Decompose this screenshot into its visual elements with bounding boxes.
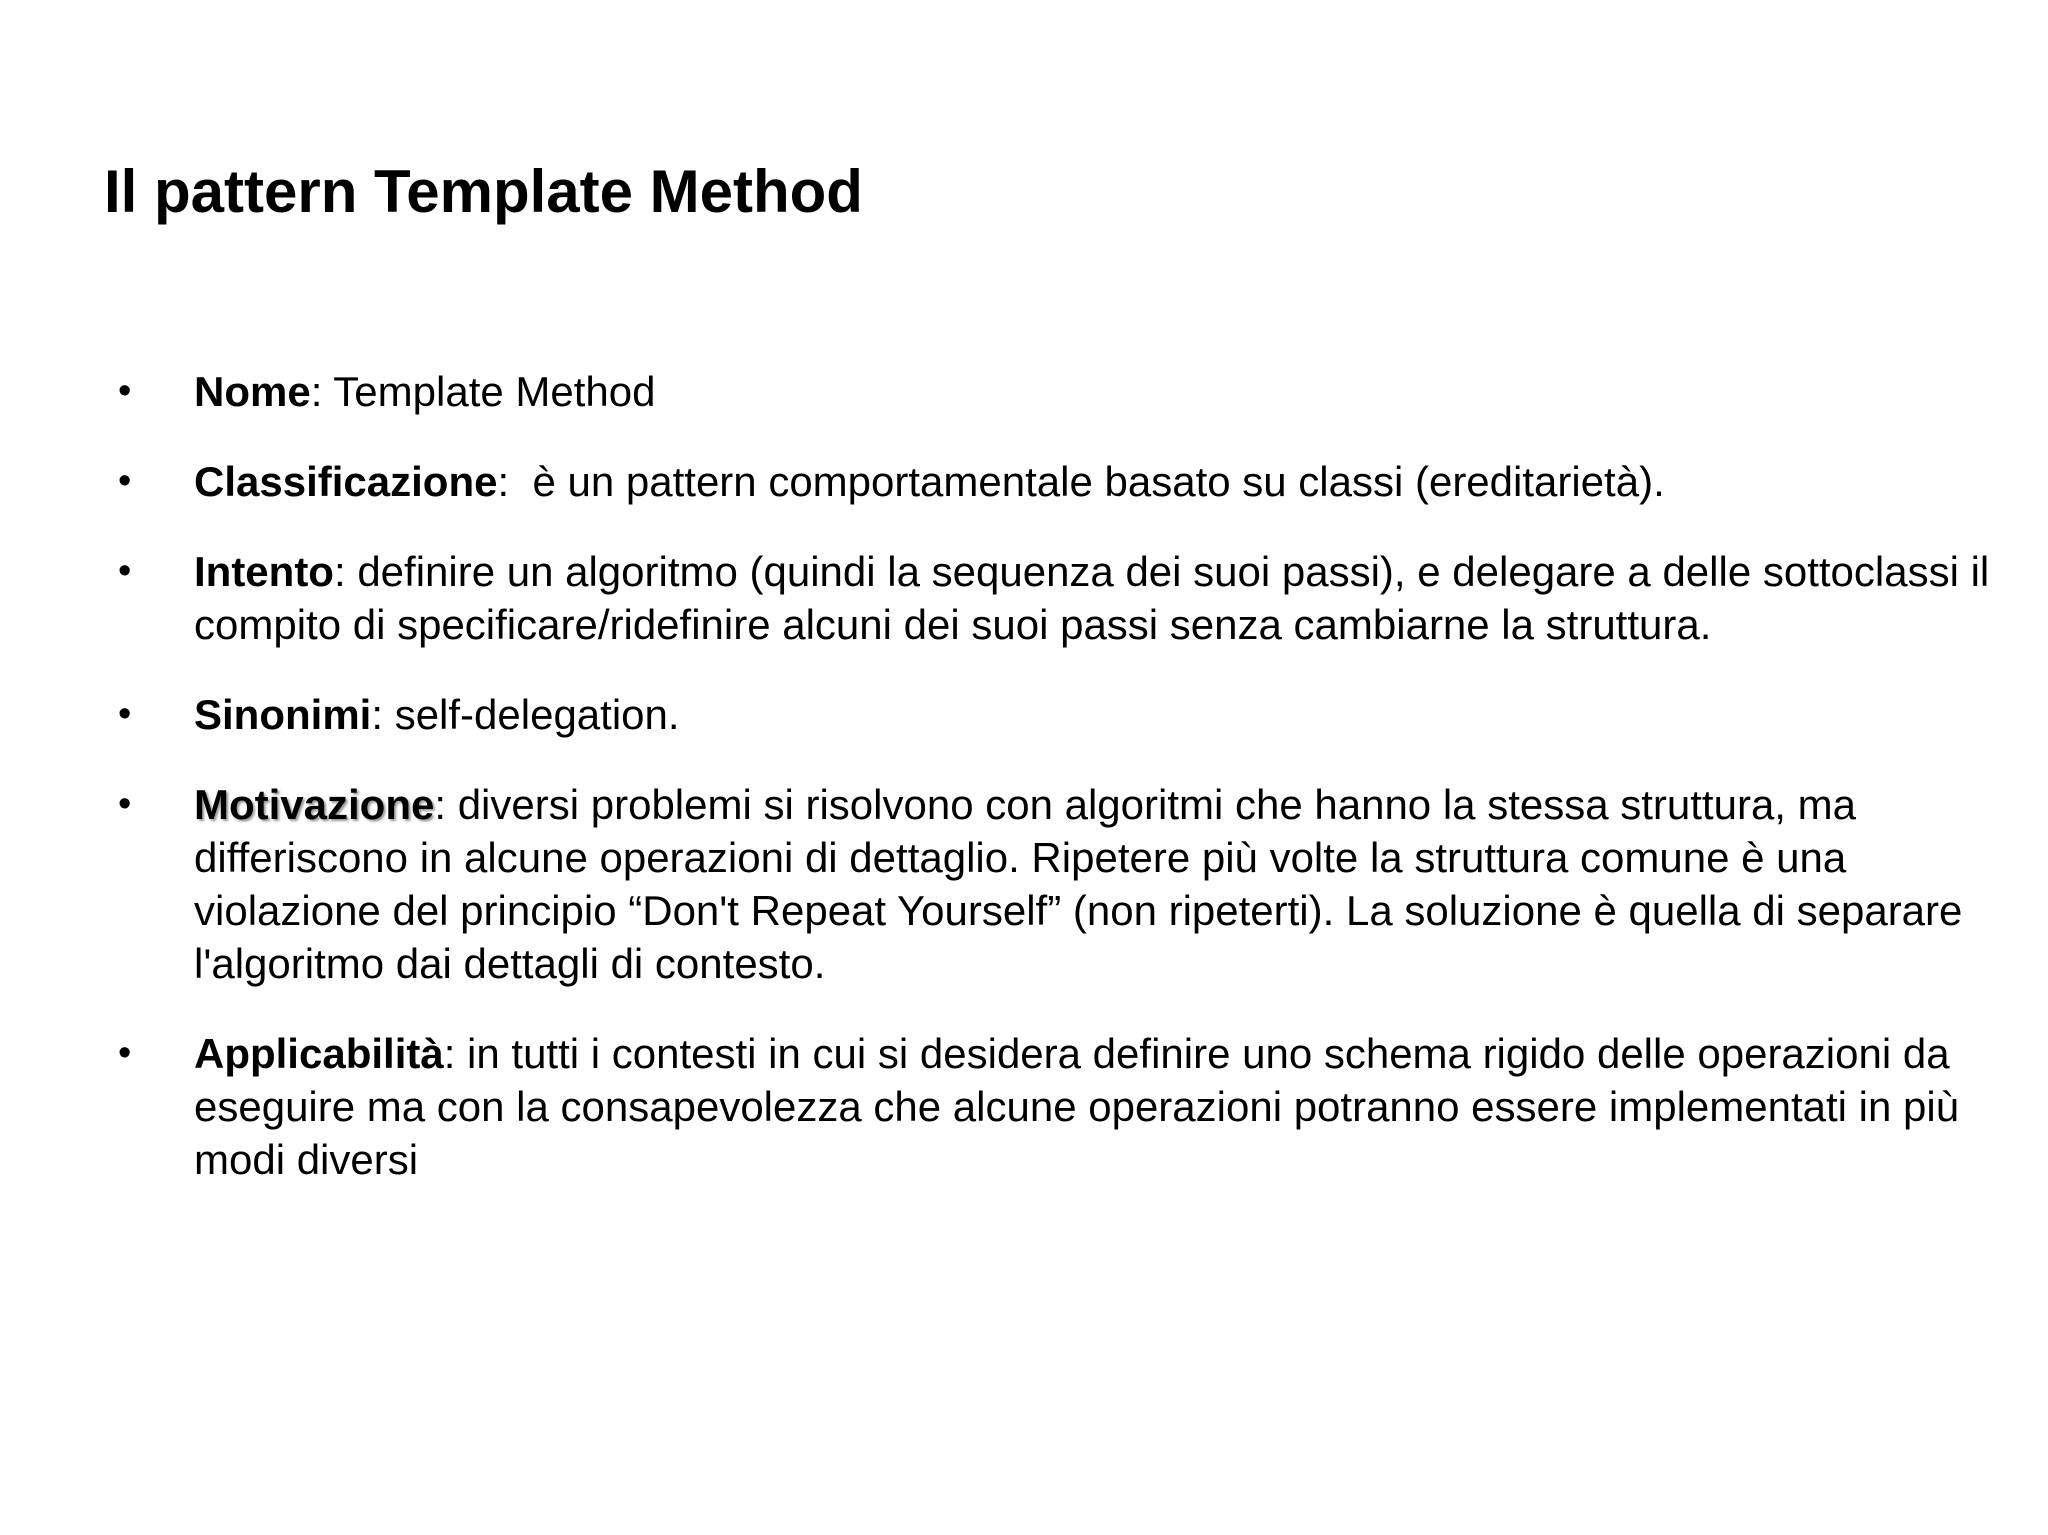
bullet-item-sinonimi — [118, 688, 1998, 741]
bullet-separator: : — [333, 548, 358, 595]
slide-title: Il pattern Template Method — [104, 158, 863, 225]
bullet-term: Classificazione — [194, 458, 498, 505]
bullet-item-intento — [118, 545, 1998, 651]
bullet-icon: • — [118, 1032, 132, 1074]
bullet-item-nome — [118, 365, 1998, 418]
bullet-item-motivazione — [118, 778, 1998, 990]
bullet-separator: : — [371, 691, 395, 738]
bullet-term: Nome — [194, 368, 311, 415]
bullet-text: self-delegation. — [394, 691, 680, 738]
bullet-term: Sinonimi — [194, 691, 372, 738]
bullet-separator: : — [497, 458, 533, 505]
bullet-text: definire un algoritmo (quindi la sequenza dei suoi passi), e delegare a delle sottoclassi il compito di specificare/ridefinire alcuni dei suoi passi senza cambiarne la struttura. — [194, 548, 1990, 648]
bullet-text: diversi problemi si risolvono con algoritmi che hanno la stessa struttura, ma differiscono in alcune operazioni di dettaglio. Ripetere più volte la struttura comune è una violazione del principio “Don't Repeat Yourself” (non ripeterti). La soluzione è quella di separare l'algoritmo dai dettagli di contesto. — [194, 781, 1963, 987]
bullet-icon: • — [118, 693, 132, 735]
bullet-item-classificazione — [118, 455, 1998, 508]
bullet-list — [118, 365, 1998, 1223]
bullet-term: Motivazione — [194, 781, 435, 828]
bullet-text: in tutti i contesti in cui si desidera definire uno schema rigido delle operazioni da eseguire ma con la consapevolezza che alcune operazioni potranno essere implementati in più modi diversi — [194, 1030, 1960, 1183]
bullet-term: Intento — [194, 548, 334, 595]
bullet-icon: • — [118, 783, 132, 825]
bullet-icon: • — [118, 460, 132, 502]
bullet-term: Applicabilità — [194, 1030, 444, 1077]
bullet-separator: : — [434, 781, 458, 828]
bullet-icon: • — [118, 550, 132, 592]
bullet-separator: : — [310, 368, 334, 415]
bullet-text: Template Method — [333, 368, 656, 415]
bullet-separator: : — [443, 1030, 468, 1077]
bullet-item-applicabilita — [118, 1027, 1998, 1186]
bullet-text: è un pattern comportamentale basato su classi (ereditarietà). — [532, 458, 1665, 505]
bullet-icon: • — [118, 370, 132, 412]
